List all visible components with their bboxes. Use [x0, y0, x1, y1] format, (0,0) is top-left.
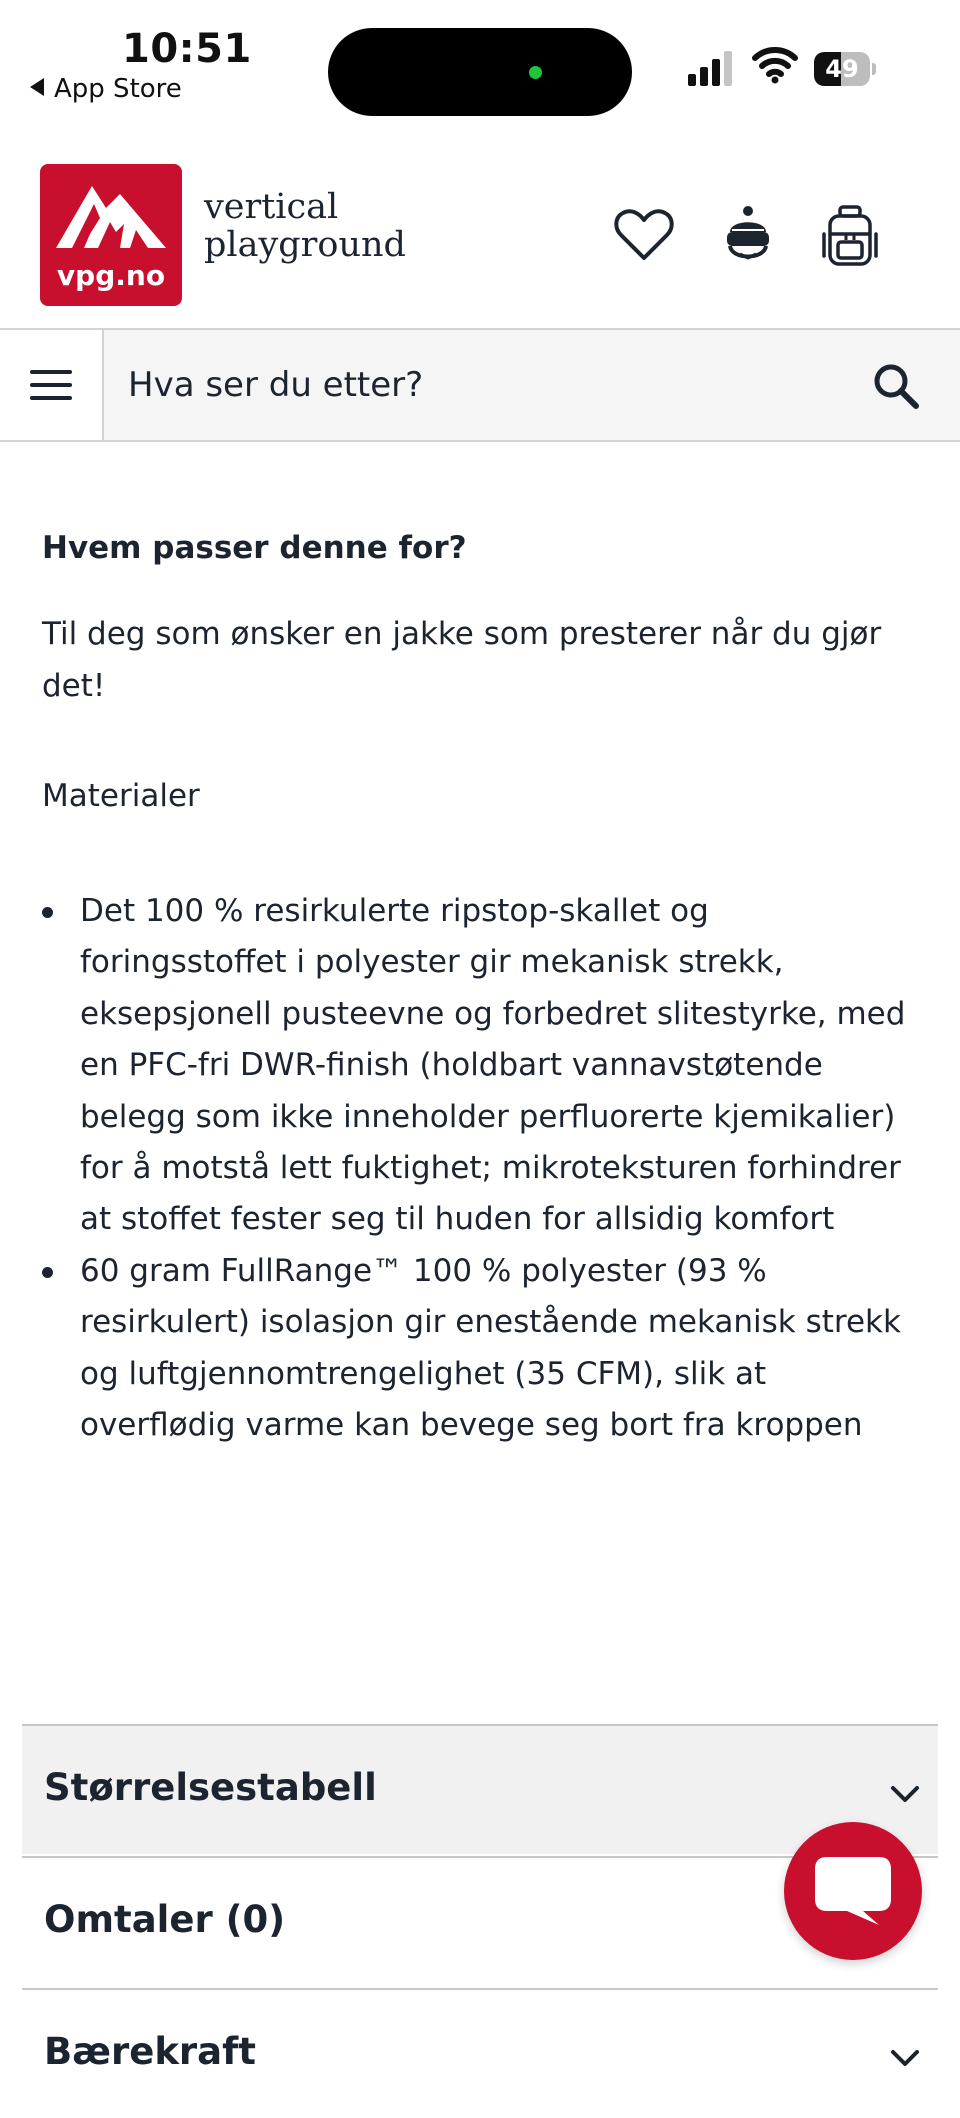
logo-text: vpg.no — [56, 259, 166, 292]
search-input[interactable] — [104, 330, 864, 440]
mountain-logo-icon — [54, 174, 168, 254]
product-description — [42, 530, 922, 1451]
accordion-sustainability[interactable] — [22, 1988, 938, 2118]
battery-percent: 49 — [825, 55, 859, 83]
back-app-label: App Store — [54, 74, 182, 104]
vpg-logo[interactable] — [40, 164, 182, 306]
chat-button[interactable] — [784, 1822, 922, 1960]
accordion-size-chart[interactable] — [22, 1724, 938, 1854]
search-icon[interactable] — [872, 362, 920, 410]
materials-bullet: 60 gram FullRange™ 100 % polyester (93 % resirkulert) isolasjon gir enestående mekanisk strekk og luftgjennomtrengelighet (35 CFM), slik at overflødig varme kan bevege seg bort fra kroppen — [42, 1246, 922, 1452]
status-time: 10:51 — [122, 26, 252, 72]
back-to-app-store[interactable] — [30, 74, 182, 104]
chat-bubble-icon — [813, 1855, 893, 1927]
materials-bullet: Det 100 % resirkulerte ripstop-skallet og foringsstoffet i polyester gir mekanisk strekk, eksepsjonell pusteevne og forbedret slitestyrke, med en PFC-fri DWR-finish (holdbart vannavstøtende belegg som ikke inneholder perfluorerte kjemikalier) for å motstå lett fuktighet; mikroteksturen forhindrer at stoffet fester seg til huden for allsidig komfort — [42, 886, 922, 1246]
accordion-title: Størrelsestabell — [44, 1766, 377, 1809]
menu-button[interactable] — [0, 330, 104, 440]
hamburger-icon — [30, 370, 72, 374]
heart-icon[interactable] — [612, 204, 676, 268]
site-header — [0, 160, 960, 330]
dynamic-island — [328, 28, 632, 116]
brand-line-2: playground — [204, 225, 406, 265]
cellular-signal-icon — [688, 50, 736, 86]
status-bar — [0, 0, 960, 120]
brand-line-1: vertical — [204, 187, 339, 227]
search-bar — [0, 330, 960, 442]
back-arrow-icon — [30, 78, 44, 96]
materials-label: Materialer — [42, 778, 200, 814]
chevron-down-icon — [890, 1784, 920, 1804]
battery-icon — [814, 52, 876, 86]
skier-helmet-icon[interactable] — [716, 204, 780, 268]
materials-list — [42, 886, 922, 1451]
brand-name[interactable] — [204, 188, 406, 264]
backpack-icon[interactable] — [818, 204, 882, 268]
accordion-title: Omtaler (0) — [44, 1898, 286, 1941]
target-audience-text: Til deg som ønsker en jakke som presterer når du gjør det! — [42, 616, 882, 704]
camera-indicator-icon — [529, 66, 542, 79]
wifi-icon — [752, 44, 798, 84]
chevron-down-icon — [890, 2048, 920, 2068]
target-audience-heading: Hvem passer denne for? — [42, 530, 467, 566]
accordion-title: Bærekraft — [44, 2030, 256, 2073]
